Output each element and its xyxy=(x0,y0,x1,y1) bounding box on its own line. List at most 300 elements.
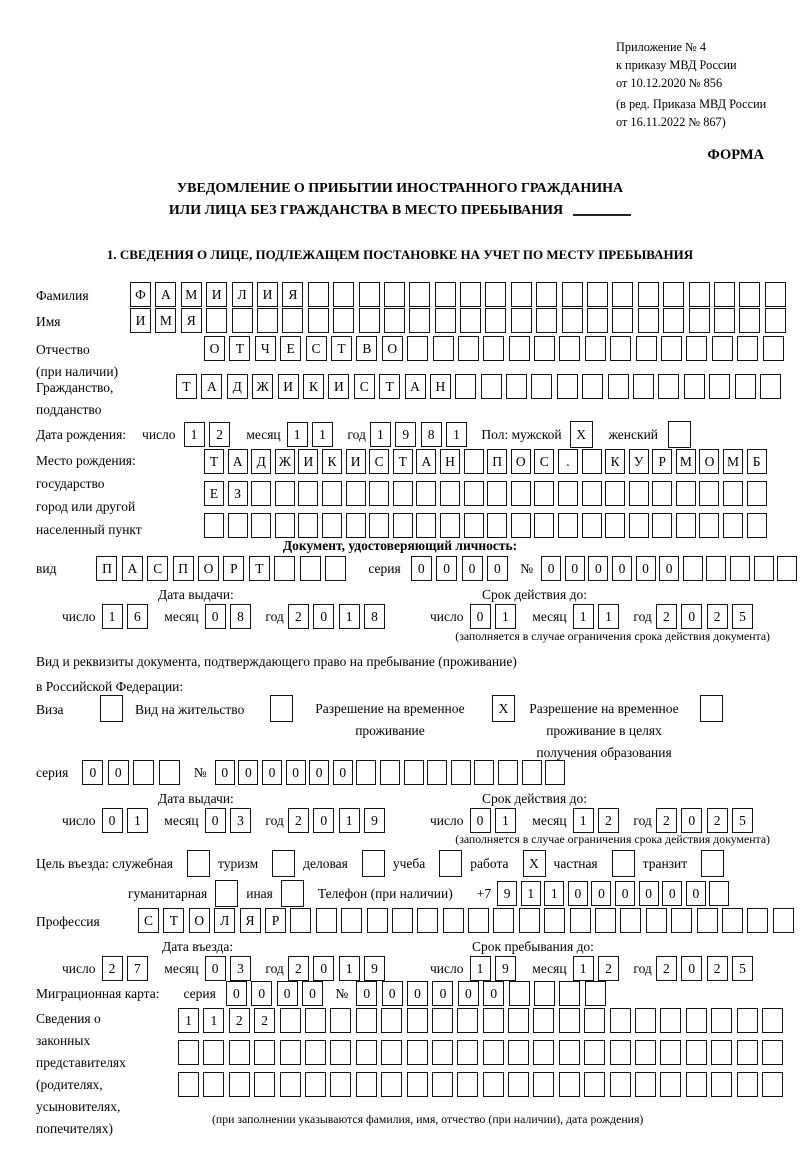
char-cell[interactable] xyxy=(663,282,684,307)
char-cell[interactable]: 2 xyxy=(288,808,309,833)
char-cell[interactable] xyxy=(777,556,797,581)
char-cell[interactable]: 1 xyxy=(446,422,467,447)
char-cell[interactable]: Т xyxy=(176,374,197,399)
char-cell[interactable]: М xyxy=(676,449,696,474)
char-cell[interactable] xyxy=(316,908,337,933)
char-cell[interactable]: М xyxy=(155,308,176,333)
char-cell[interactable] xyxy=(558,513,578,538)
char-cell[interactable] xyxy=(747,481,767,506)
char-cell[interactable]: 2 xyxy=(598,956,619,981)
char-cell[interactable]: 1 xyxy=(598,604,619,629)
char-cell[interactable] xyxy=(346,513,366,538)
char-cell[interactable]: Р xyxy=(265,908,286,933)
char-cell[interactable]: О xyxy=(699,449,719,474)
char-cell[interactable] xyxy=(393,513,413,538)
char-cell[interactable]: 0 xyxy=(568,881,588,906)
char-cell[interactable] xyxy=(274,556,295,581)
char-cell[interactable] xyxy=(228,513,248,538)
char-cell[interactable] xyxy=(629,513,649,538)
char-cell[interactable] xyxy=(612,282,633,307)
char-cell[interactable] xyxy=(595,908,616,933)
char-cell[interactable] xyxy=(660,1072,681,1097)
char-cell[interactable] xyxy=(305,1072,326,1097)
char-cell[interactable] xyxy=(587,282,608,307)
char-cell[interactable] xyxy=(458,336,479,361)
char-cell[interactable] xyxy=(380,760,400,785)
char-cell[interactable]: 9 xyxy=(497,881,517,906)
char-cell[interactable]: Р xyxy=(652,449,672,474)
char-cell[interactable] xyxy=(763,336,784,361)
char-cell[interactable] xyxy=(443,908,464,933)
char-cell[interactable] xyxy=(735,374,756,399)
char-cell[interactable]: 2 xyxy=(656,956,677,981)
char-cell[interactable] xyxy=(559,1040,580,1065)
char-cell[interactable] xyxy=(585,336,606,361)
char-cell[interactable] xyxy=(203,1072,224,1097)
char-cell[interactable] xyxy=(723,481,743,506)
char-cell[interactable] xyxy=(711,1040,732,1065)
char-cell[interactable] xyxy=(582,374,603,399)
char-cell[interactable] xyxy=(433,336,454,361)
char-cell[interactable]: 0 xyxy=(205,956,226,981)
char-cell[interactable]: 2 xyxy=(288,604,309,629)
char-cell[interactable]: 0 xyxy=(565,556,585,581)
char-cell[interactable] xyxy=(671,908,692,933)
char-cell[interactable] xyxy=(676,481,696,506)
char-cell[interactable]: 2 xyxy=(707,956,728,981)
char-cell[interactable] xyxy=(455,374,476,399)
char-cell[interactable]: С xyxy=(369,449,389,474)
char-cell[interactable]: 2 xyxy=(707,808,728,833)
char-cell[interactable] xyxy=(534,336,555,361)
char-cell[interactable]: К xyxy=(303,374,324,399)
char-cell[interactable] xyxy=(346,481,366,506)
checkbox-cell[interactable]: X xyxy=(523,850,546,877)
char-cell[interactable] xyxy=(737,1008,758,1033)
char-cell[interactable] xyxy=(533,1040,554,1065)
char-cell[interactable] xyxy=(254,1040,275,1065)
char-cell[interactable] xyxy=(545,760,565,785)
checkbox-cell[interactable] xyxy=(270,695,293,722)
char-cell[interactable]: 0 xyxy=(681,808,702,833)
char-cell[interactable] xyxy=(275,481,295,506)
char-cell[interactable] xyxy=(747,513,767,538)
char-cell[interactable] xyxy=(559,981,580,1006)
char-cell[interactable] xyxy=(330,1072,351,1097)
char-cell[interactable] xyxy=(282,308,303,333)
char-cell[interactable]: 2 xyxy=(707,604,728,629)
char-cell[interactable]: 0 xyxy=(639,881,659,906)
char-cell[interactable]: 2 xyxy=(102,956,123,981)
char-cell[interactable] xyxy=(509,981,530,1006)
char-cell[interactable] xyxy=(481,374,502,399)
char-cell[interactable] xyxy=(308,282,329,307)
char-cell[interactable] xyxy=(605,513,625,538)
char-cell[interactable] xyxy=(610,1008,631,1033)
char-cell[interactable]: 1 xyxy=(203,1008,224,1033)
char-cell[interactable]: 7 xyxy=(127,956,148,981)
char-cell[interactable]: 3 xyxy=(230,956,251,981)
char-cell[interactable] xyxy=(404,760,424,785)
char-cell[interactable]: П xyxy=(487,449,507,474)
char-cell[interactable]: Е xyxy=(280,336,301,361)
char-cell[interactable] xyxy=(341,908,362,933)
char-cell[interactable] xyxy=(251,481,271,506)
char-cell[interactable]: 9 xyxy=(364,956,385,981)
char-cell[interactable] xyxy=(699,513,719,538)
char-cell[interactable]: 5 xyxy=(732,956,753,981)
char-cell[interactable]: Л xyxy=(232,282,253,307)
char-cell[interactable] xyxy=(686,1040,707,1065)
char-cell[interactable]: 1 xyxy=(495,808,516,833)
char-cell[interactable] xyxy=(722,908,743,933)
char-cell[interactable]: 1 xyxy=(287,422,308,447)
char-cell[interactable]: Т xyxy=(331,336,352,361)
char-cell[interactable] xyxy=(638,282,659,307)
char-cell[interactable] xyxy=(257,308,278,333)
char-cell[interactable] xyxy=(739,308,760,333)
char-cell[interactable]: 2 xyxy=(288,956,309,981)
char-cell[interactable]: О xyxy=(189,908,210,933)
char-cell[interactable]: О xyxy=(198,556,219,581)
char-cell[interactable]: П xyxy=(173,556,194,581)
char-cell[interactable]: 8 xyxy=(230,604,251,629)
char-cell[interactable] xyxy=(760,374,781,399)
char-cell[interactable] xyxy=(511,282,532,307)
char-cell[interactable] xyxy=(369,513,389,538)
char-cell[interactable]: 0 xyxy=(215,760,235,785)
char-cell[interactable] xyxy=(686,336,707,361)
char-cell[interactable] xyxy=(605,481,625,506)
char-cell[interactable] xyxy=(714,308,735,333)
char-cell[interactable]: 0 xyxy=(108,760,129,785)
char-cell[interactable]: И xyxy=(278,374,299,399)
checkbox-cell[interactable] xyxy=(668,421,691,448)
char-cell[interactable]: 1 xyxy=(178,1008,199,1033)
char-cell[interactable] xyxy=(300,556,321,581)
char-cell[interactable] xyxy=(333,282,354,307)
char-cell[interactable] xyxy=(531,374,552,399)
char-cell[interactable]: Т xyxy=(229,336,250,361)
char-cell[interactable] xyxy=(229,1072,250,1097)
char-cell[interactable] xyxy=(435,282,456,307)
char-cell[interactable]: 1 xyxy=(339,808,360,833)
char-cell[interactable] xyxy=(333,308,354,333)
char-cell[interactable] xyxy=(280,1072,301,1097)
char-cell[interactable] xyxy=(203,1040,224,1065)
char-cell[interactable] xyxy=(559,1072,580,1097)
char-cell[interactable] xyxy=(762,1008,783,1033)
char-cell[interactable] xyxy=(508,1072,529,1097)
char-cell[interactable] xyxy=(709,881,729,906)
char-cell[interactable] xyxy=(765,308,786,333)
char-cell[interactable]: 2 xyxy=(656,808,677,833)
char-cell[interactable] xyxy=(522,760,542,785)
char-cell[interactable]: 0 xyxy=(102,808,123,833)
char-cell[interactable]: 0 xyxy=(277,981,298,1006)
char-cell[interactable] xyxy=(652,481,672,506)
char-cell[interactable]: С xyxy=(306,336,327,361)
char-cell[interactable] xyxy=(440,481,460,506)
char-cell[interactable] xyxy=(322,481,342,506)
char-cell[interactable] xyxy=(610,1072,631,1097)
char-cell[interactable]: Т xyxy=(163,908,184,933)
char-cell[interactable] xyxy=(633,374,654,399)
char-cell[interactable] xyxy=(457,1008,478,1033)
char-cell[interactable] xyxy=(587,308,608,333)
char-cell[interactable] xyxy=(460,308,481,333)
char-cell[interactable]: 0 xyxy=(309,760,329,785)
char-cell[interactable]: 1 xyxy=(521,881,541,906)
char-cell[interactable] xyxy=(308,308,329,333)
char-cell[interactable]: С xyxy=(354,374,375,399)
char-cell[interactable] xyxy=(232,308,253,333)
char-cell[interactable] xyxy=(660,1008,681,1033)
char-cell[interactable]: 0 xyxy=(205,604,226,629)
char-cell[interactable]: 0 xyxy=(588,556,608,581)
char-cell[interactable]: 0 xyxy=(541,556,561,581)
char-cell[interactable]: 0 xyxy=(432,981,453,1006)
char-cell[interactable] xyxy=(610,336,631,361)
char-cell[interactable]: Л xyxy=(214,908,235,933)
char-cell[interactable] xyxy=(369,481,389,506)
char-cell[interactable] xyxy=(508,1040,529,1065)
char-cell[interactable]: 0 xyxy=(82,760,103,785)
char-cell[interactable]: О xyxy=(204,336,225,361)
char-cell[interactable] xyxy=(508,1008,529,1033)
char-cell[interactable] xyxy=(608,374,629,399)
char-cell[interactable]: Е xyxy=(204,481,224,506)
char-cell[interactable] xyxy=(498,760,518,785)
char-cell[interactable] xyxy=(559,336,580,361)
char-cell[interactable]: Н xyxy=(440,449,460,474)
char-cell[interactable]: 1 xyxy=(573,808,594,833)
char-cell[interactable] xyxy=(585,981,606,1006)
char-cell[interactable] xyxy=(582,481,602,506)
char-cell[interactable]: Ч xyxy=(255,336,276,361)
char-cell[interactable] xyxy=(544,908,565,933)
char-cell[interactable] xyxy=(709,374,730,399)
char-cell[interactable] xyxy=(464,449,484,474)
char-cell[interactable] xyxy=(620,908,641,933)
char-cell[interactable]: 1 xyxy=(544,881,564,906)
char-cell[interactable]: 0 xyxy=(615,881,635,906)
char-cell[interactable] xyxy=(754,556,774,581)
char-cell[interactable] xyxy=(536,282,557,307)
char-cell[interactable]: 0 xyxy=(681,604,702,629)
char-cell[interactable]: Я xyxy=(181,308,202,333)
char-cell[interactable]: Т xyxy=(249,556,270,581)
char-cell[interactable]: 1 xyxy=(470,956,491,981)
char-cell[interactable] xyxy=(381,1040,402,1065)
char-cell[interactable] xyxy=(432,1040,453,1065)
char-cell[interactable] xyxy=(367,908,388,933)
char-cell[interactable] xyxy=(635,1072,656,1097)
char-cell[interactable] xyxy=(432,1008,453,1033)
char-cell[interactable] xyxy=(305,1040,326,1065)
char-cell[interactable]: С xyxy=(147,556,168,581)
char-cell[interactable] xyxy=(483,1008,504,1033)
char-cell[interactable] xyxy=(427,760,447,785)
char-cell[interactable] xyxy=(686,1072,707,1097)
char-cell[interactable]: 1 xyxy=(184,422,205,447)
char-cell[interactable] xyxy=(506,374,527,399)
char-cell[interactable] xyxy=(686,1008,707,1033)
char-cell[interactable] xyxy=(684,374,705,399)
char-cell[interactable]: Ж xyxy=(275,449,295,474)
char-cell[interactable] xyxy=(356,1072,377,1097)
checkbox-cell[interactable] xyxy=(215,880,238,907)
char-cell[interactable] xyxy=(485,282,506,307)
char-cell[interactable]: П xyxy=(96,556,117,581)
char-cell[interactable]: 0 xyxy=(662,881,682,906)
char-cell[interactable] xyxy=(582,449,602,474)
char-cell[interactable]: Я xyxy=(240,908,261,933)
char-cell[interactable] xyxy=(747,908,768,933)
char-cell[interactable]: 1 xyxy=(339,956,360,981)
char-cell[interactable] xyxy=(356,760,376,785)
char-cell[interactable] xyxy=(409,308,430,333)
char-cell[interactable]: Ф xyxy=(130,282,151,307)
char-cell[interactable] xyxy=(464,481,484,506)
char-cell[interactable] xyxy=(417,908,438,933)
char-cell[interactable] xyxy=(483,336,504,361)
char-cell[interactable] xyxy=(290,908,311,933)
char-cell[interactable] xyxy=(407,1072,428,1097)
char-cell[interactable] xyxy=(557,374,578,399)
char-cell[interactable]: У xyxy=(629,449,649,474)
char-cell[interactable] xyxy=(646,908,667,933)
char-cell[interactable]: О xyxy=(511,449,531,474)
char-cell[interactable] xyxy=(457,1040,478,1065)
char-cell[interactable]: 1 xyxy=(127,808,148,833)
char-cell[interactable] xyxy=(559,1008,580,1033)
char-cell[interactable]: В xyxy=(356,336,377,361)
char-cell[interactable] xyxy=(356,1040,377,1065)
checkbox-cell[interactable]: X xyxy=(492,695,515,722)
char-cell[interactable] xyxy=(660,1040,681,1065)
char-cell[interactable] xyxy=(562,308,583,333)
char-cell[interactable]: 0 xyxy=(470,604,491,629)
char-cell[interactable]: З xyxy=(228,481,248,506)
char-cell[interactable] xyxy=(178,1040,199,1065)
char-cell[interactable] xyxy=(584,1040,605,1065)
char-cell[interactable] xyxy=(661,336,682,361)
char-cell[interactable] xyxy=(133,760,154,785)
char-cell[interactable] xyxy=(178,1072,199,1097)
char-cell[interactable]: 1 xyxy=(495,604,516,629)
char-cell[interactable] xyxy=(464,513,484,538)
char-cell[interactable]: А xyxy=(155,282,176,307)
char-cell[interactable] xyxy=(584,1072,605,1097)
char-cell[interactable]: И xyxy=(346,449,366,474)
char-cell[interactable] xyxy=(676,513,696,538)
char-cell[interactable] xyxy=(730,556,750,581)
char-cell[interactable]: 1 xyxy=(339,604,360,629)
char-cell[interactable] xyxy=(298,513,318,538)
char-cell[interactable]: 1 xyxy=(102,604,123,629)
char-cell[interactable]: А xyxy=(122,556,143,581)
char-cell[interactable] xyxy=(229,1040,250,1065)
char-cell[interactable] xyxy=(737,1040,758,1065)
checkbox-cell[interactable] xyxy=(612,850,635,877)
char-cell[interactable] xyxy=(706,556,726,581)
char-cell[interactable]: 0 xyxy=(686,881,706,906)
char-cell[interactable] xyxy=(330,1040,351,1065)
char-cell[interactable] xyxy=(511,513,531,538)
char-cell[interactable]: 1 xyxy=(573,956,594,981)
checkbox-cell[interactable] xyxy=(100,695,123,722)
char-cell[interactable]: 0 xyxy=(591,881,611,906)
char-cell[interactable] xyxy=(689,308,710,333)
char-cell[interactable]: . xyxy=(558,449,578,474)
char-cell[interactable]: 8 xyxy=(364,604,385,629)
char-cell[interactable] xyxy=(697,908,718,933)
char-cell[interactable] xyxy=(356,1008,377,1033)
char-cell[interactable] xyxy=(635,1008,656,1033)
char-cell[interactable]: 0 xyxy=(636,556,656,581)
char-cell[interactable]: 0 xyxy=(681,956,702,981)
char-cell[interactable] xyxy=(562,282,583,307)
char-cell[interactable] xyxy=(407,1008,428,1033)
char-cell[interactable] xyxy=(407,336,428,361)
char-cell[interactable] xyxy=(635,1040,656,1065)
char-cell[interactable] xyxy=(762,1072,783,1097)
char-cell[interactable]: Р xyxy=(223,556,244,581)
char-cell[interactable] xyxy=(460,282,481,307)
char-cell[interactable]: 1 xyxy=(312,422,333,447)
char-cell[interactable] xyxy=(416,513,436,538)
char-cell[interactable] xyxy=(432,1072,453,1097)
char-cell[interactable] xyxy=(384,282,405,307)
char-cell[interactable] xyxy=(519,908,540,933)
char-cell[interactable] xyxy=(280,1008,301,1033)
checkbox-cell[interactable] xyxy=(362,850,385,877)
char-cell[interactable] xyxy=(393,481,413,506)
char-cell[interactable] xyxy=(435,308,456,333)
char-cell[interactable]: И xyxy=(298,449,318,474)
char-cell[interactable]: 0 xyxy=(411,556,432,581)
char-cell[interactable]: И xyxy=(257,282,278,307)
char-cell[interactable] xyxy=(485,308,506,333)
char-cell[interactable]: 0 xyxy=(313,956,334,981)
char-cell[interactable] xyxy=(359,308,380,333)
char-cell[interactable]: 2 xyxy=(254,1008,275,1033)
char-cell[interactable]: М xyxy=(723,449,743,474)
char-cell[interactable]: 8 xyxy=(421,422,442,447)
char-cell[interactable] xyxy=(407,1040,428,1065)
char-cell[interactable] xyxy=(384,308,405,333)
char-cell[interactable] xyxy=(714,282,735,307)
char-cell[interactable]: 9 xyxy=(395,422,416,447)
char-cell[interactable]: 2 xyxy=(656,604,677,629)
char-cell[interactable]: 0 xyxy=(313,604,334,629)
char-cell[interactable] xyxy=(558,481,578,506)
char-cell[interactable]: 2 xyxy=(209,422,230,447)
char-cell[interactable]: Д xyxy=(251,449,271,474)
char-cell[interactable] xyxy=(610,1040,631,1065)
char-cell[interactable]: И xyxy=(130,308,151,333)
char-cell[interactable] xyxy=(638,308,659,333)
char-cell[interactable] xyxy=(711,1072,732,1097)
checkbox-cell[interactable] xyxy=(701,850,724,877)
char-cell[interactable] xyxy=(483,1072,504,1097)
char-cell[interactable]: 0 xyxy=(382,981,403,1006)
char-cell[interactable]: 1 xyxy=(573,604,594,629)
char-cell[interactable] xyxy=(570,908,591,933)
char-cell[interactable] xyxy=(468,908,489,933)
char-cell[interactable]: 6 xyxy=(127,604,148,629)
